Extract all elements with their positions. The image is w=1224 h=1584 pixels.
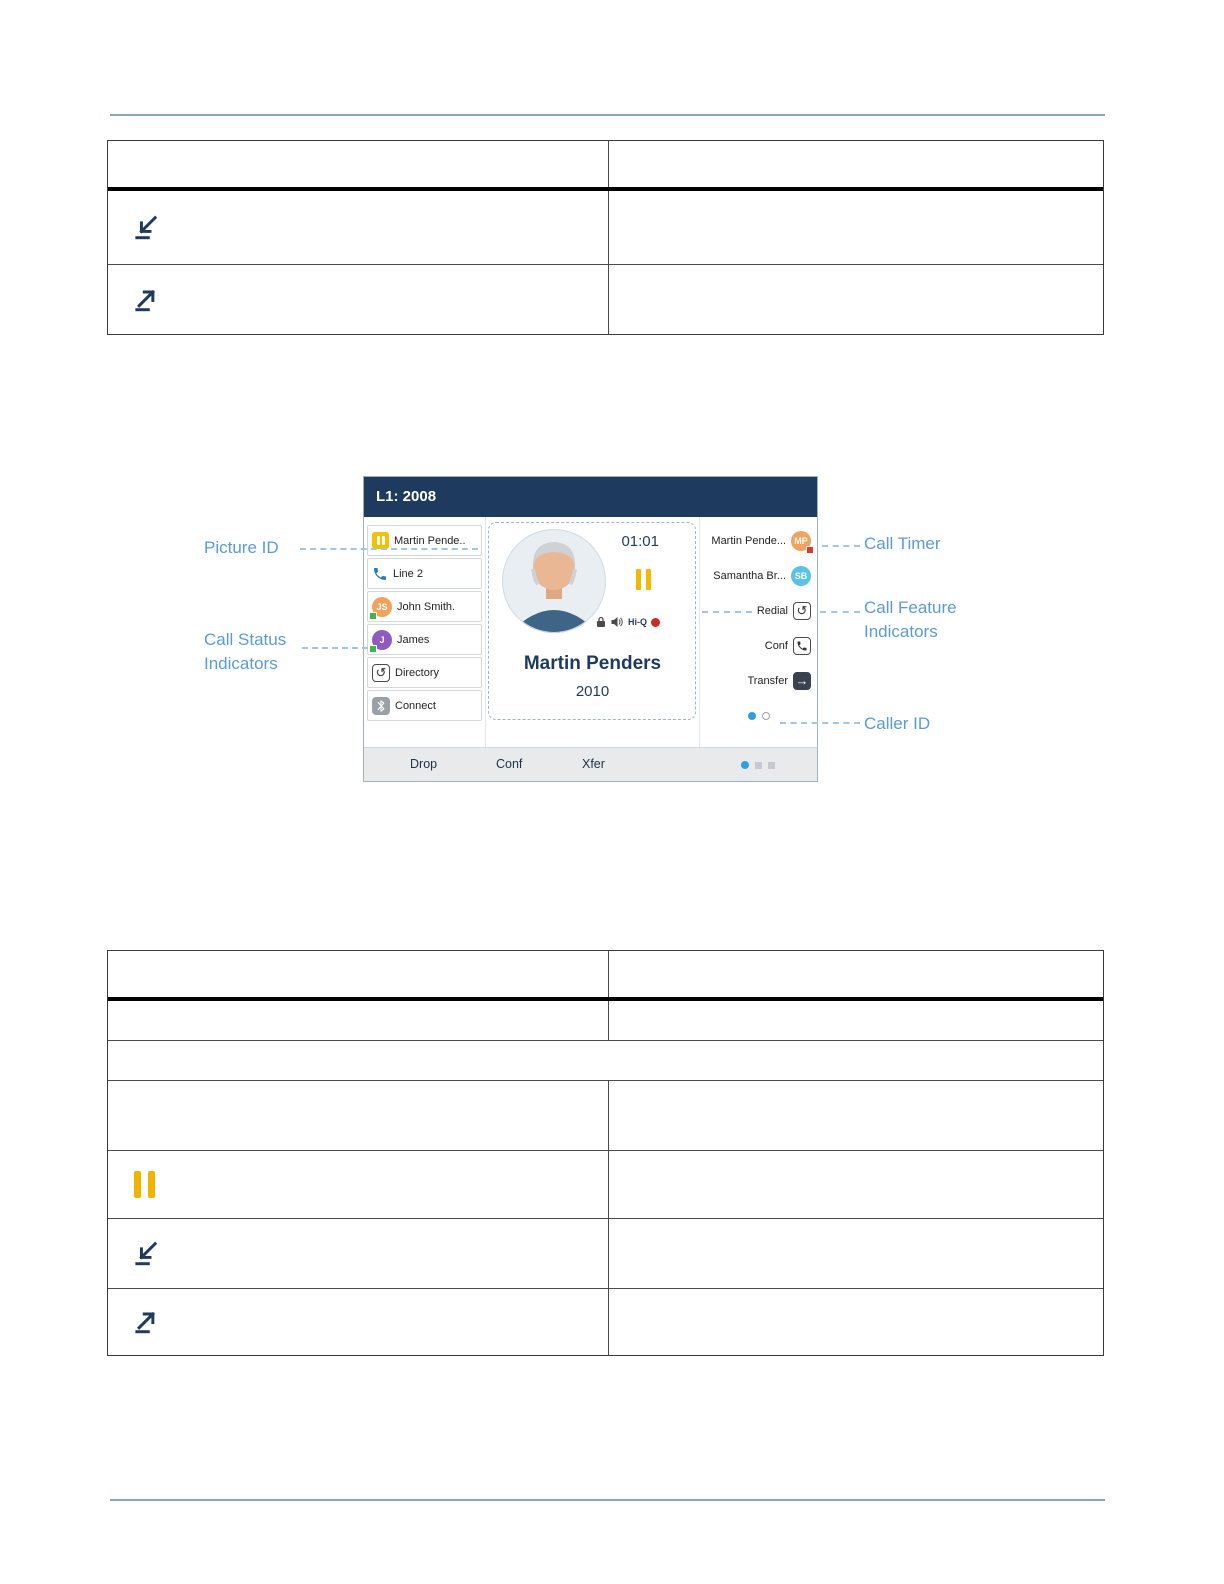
callout-line — [300, 548, 478, 550]
caller-photo — [502, 529, 606, 633]
status-available-icon — [369, 612, 377, 620]
softkey-label: Directory — [395, 666, 440, 679]
speaker-icon — [610, 616, 624, 628]
table-row — [108, 1289, 1103, 1355]
footer-rule — [110, 1499, 1105, 1501]
callout-line — [302, 647, 368, 649]
call-icons-table-top — [107, 140, 1104, 335]
table-cell — [609, 191, 1103, 264]
status-available-icon — [369, 645, 377, 653]
annotation-line: Indicators — [864, 622, 938, 641]
call-timer: 01:01 — [621, 533, 659, 550]
softkey-held-call — [367, 525, 482, 556]
caller-number: 2010 — [575, 683, 610, 700]
table-row — [108, 1151, 1103, 1219]
table-cell — [108, 1219, 609, 1288]
softkey-xfer: Xfer — [582, 757, 605, 771]
softkey-label: Martin Pende... — [711, 534, 786, 547]
bluetooth-icon — [372, 697, 390, 715]
table-cell — [609, 1001, 1103, 1040]
hiq-badge: Hi-Q — [628, 617, 647, 627]
table-header-cell — [609, 951, 1103, 997]
page-dot-active — [741, 761, 749, 769]
conference-icon — [793, 637, 811, 655]
outgoing-call-icon — [130, 1306, 162, 1338]
table-cell — [609, 1219, 1103, 1288]
table-row-fullwidth — [108, 1041, 1103, 1081]
page-dot — [755, 762, 762, 769]
call-icons-table-bottom — [107, 950, 1104, 1356]
page-dot — [768, 762, 775, 769]
callout-line — [780, 722, 860, 724]
softkey-transfer — [700, 663, 817, 698]
contact-avatar — [791, 531, 811, 551]
softkey-label: Conf — [764, 639, 788, 652]
bottom-softkey-bar — [364, 747, 817, 781]
table-header-cell — [108, 951, 609, 997]
softkey-martin — [700, 523, 817, 558]
outgoing-call-icon — [130, 284, 162, 316]
page-dot — [762, 712, 770, 720]
phone-status-bar — [364, 477, 817, 517]
softkey-james — [367, 624, 482, 655]
softkey-label: James — [397, 633, 430, 646]
softkey-page-indicator — [700, 698, 817, 733]
table-header-cell — [108, 141, 609, 187]
line-label: L1: 2008 — [376, 488, 437, 505]
table-row — [108, 1219, 1103, 1289]
annotation-line: Indicators — [204, 654, 278, 673]
table-row — [108, 1001, 1103, 1041]
softkey-directory — [367, 657, 482, 688]
annotation-caller-id: Caller ID — [864, 714, 931, 733]
annotation-line: Call Feature — [864, 598, 957, 617]
table-cell — [108, 1081, 609, 1150]
table-header-row — [108, 951, 1103, 1001]
bottom-page-indicator — [741, 761, 775, 769]
table-cell — [609, 1081, 1103, 1150]
page-dot-active — [748, 712, 756, 720]
right-softkey-column — [699, 517, 817, 747]
softkey-label: Martin Pende.. — [394, 534, 466, 547]
redial-icon: ↺ — [793, 602, 811, 620]
softkey-label: Redial — [756, 604, 788, 617]
table-cell — [108, 1289, 609, 1355]
table-row — [108, 265, 1103, 334]
transfer-icon: → — [793, 672, 811, 690]
avatar-initials: SB — [794, 570, 808, 581]
softkey-label: John Smith. — [397, 600, 456, 613]
incoming-call-icon — [130, 212, 162, 244]
table-cell — [609, 1289, 1103, 1355]
directory-icon: ↺ — [372, 664, 390, 682]
contact-avatar — [791, 566, 811, 586]
avatar-initials: JS — [376, 601, 388, 612]
recording-indicator-icon — [651, 618, 660, 627]
caller-name: Martin Penders — [523, 653, 662, 674]
annotation-call-status — [204, 628, 286, 676]
annotation-call-feature — [864, 596, 957, 644]
table-cell — [609, 1151, 1103, 1218]
callout-line — [822, 545, 860, 547]
table-header-row — [108, 141, 1103, 191]
table-cell — [108, 1041, 1103, 1080]
status-busy-icon — [806, 546, 814, 554]
softkey-label: Connect — [395, 699, 436, 712]
softkey-drop: Drop — [410, 757, 438, 771]
callout-line — [702, 611, 752, 613]
table-cell — [108, 191, 609, 264]
softkey-label: Samantha Br... — [713, 569, 786, 582]
softkey-line2 — [367, 558, 482, 589]
pause-icon — [134, 1171, 155, 1198]
softkey-conf-bottom: Conf — [496, 757, 523, 771]
annotation-picture-id: Picture ID — [204, 538, 279, 557]
table-row — [108, 1081, 1103, 1151]
table-cell — [609, 265, 1103, 334]
annotation-call-timer: Call Timer — [864, 534, 941, 553]
incoming-call-icon — [130, 1238, 162, 1270]
softkey-john-smith — [367, 591, 482, 622]
table-cell — [108, 1001, 609, 1040]
phone-screen-figure — [363, 476, 818, 782]
table-cell — [108, 1151, 609, 1218]
avatar-initials: J — [379, 634, 385, 645]
active-call-screen — [486, 517, 699, 747]
contact-avatar — [372, 597, 392, 617]
softkey-label: Line 2 — [393, 567, 423, 580]
annotation-line: Call Status — [204, 630, 287, 649]
callout-line — [820, 611, 860, 613]
table-header-cell — [609, 141, 1103, 187]
phone-line-icon — [372, 566, 388, 582]
avatar-initials: MP — [794, 535, 808, 546]
softkey-connect — [367, 690, 482, 721]
table-cell — [108, 265, 609, 334]
call-feature-indicator-row — [596, 616, 660, 628]
softkey-conf — [700, 628, 817, 663]
held-call-icon — [372, 532, 389, 549]
phone-body — [364, 517, 817, 747]
softkey-label: Transfer — [747, 674, 788, 687]
softkey-samantha — [700, 558, 817, 593]
left-softkey-column — [364, 517, 486, 747]
table-row — [108, 191, 1103, 265]
secure-call-icon — [596, 616, 606, 628]
hold-pause-icon — [636, 569, 651, 590]
header-rule — [110, 114, 1105, 116]
contact-avatar — [372, 630, 392, 650]
